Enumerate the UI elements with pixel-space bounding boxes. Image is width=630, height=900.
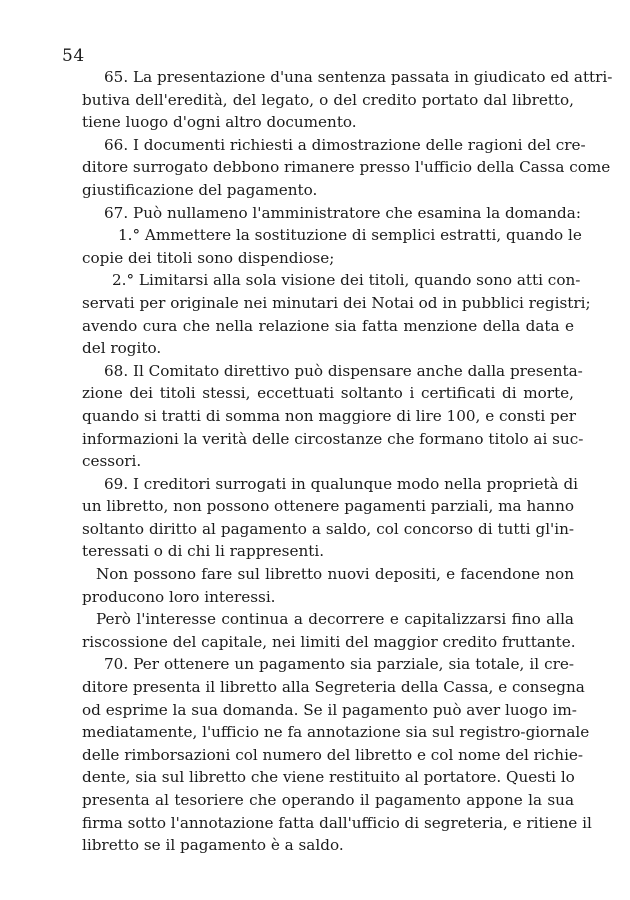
text-line: soltanto diritto al pagamento a saldo, col concorso di tutti gl'in-	[82, 519, 574, 538]
text-line: 68. Il Comitato direttivo può dispensare anche dalla presenta-	[104, 361, 583, 380]
text-line: giustificazione del pagamento.	[82, 180, 318, 199]
text-line: teressati o di chi li rappresenti.	[82, 542, 325, 561]
text-line: 2.° Limitarsi alla sola visione dei titoli, quando sono atti con-	[112, 271, 581, 290]
text-line: tiene luogo d'ogni altro documento.	[82, 113, 357, 132]
text-line: delle rimborsazioni col numero del libretto e col nome del richie-	[82, 745, 584, 764]
text-line: 67. Può nullameno l'amministratore che esamina la domanda:	[104, 203, 581, 222]
text-line: libretto se il pagamento è a saldo.	[82, 836, 344, 855]
text-line: butiva dell'eredità, del legato, o del credito portato dal libretto,	[82, 90, 574, 109]
text-line: firma sotto l'annotazione fatta dall'ufficio di segreteria, e ritiene il	[82, 813, 592, 832]
text-line: informazioni la verità delle circostanze che formano titolo ai suc-	[82, 429, 584, 448]
text-line: 65. La presentazione d'una sentenza passata in giudicato ed attri-	[104, 68, 613, 86]
text-line: zione dei titoli stessi, eccettuati soltanto i certificati di morte,	[82, 384, 574, 403]
text-line: 1.° Ammettere la sostituzione di semplici estratti, quando le	[118, 226, 582, 245]
text-line: Però l'interesse continua a decorrere e capitalizzarsi fino alla	[96, 610, 574, 629]
text-line: servati per originale nei minutari dei Notai od in pubblici registri;	[82, 293, 591, 312]
text-line: producono loro interessi.	[82, 587, 276, 606]
text-line: ditore surrogato debbono rimanere presso l'ufficio della Cassa come	[82, 158, 611, 177]
page-number: 54	[62, 46, 85, 66]
text-line: Non possono fare sul libretto nuovi depositi, e facendone non	[96, 565, 574, 584]
body-text	[82, 66, 613, 857]
text-line: 70. Per ottenere un pagamento sia parziale, sia totale, il cre-	[104, 655, 574, 674]
text-line: cessori.	[82, 452, 142, 471]
text-line: un libretto, non possono ottenere pagamenti parziali, ma hanno	[82, 497, 574, 516]
text-line: del rogito.	[82, 339, 162, 358]
text-line: od esprime la sua domanda. Se il pagamento può aver luogo im-	[82, 700, 577, 719]
text-line: 69. I creditori surrogati in qualunque modo nella proprietà di	[104, 474, 579, 493]
text-line: presenta al tesoriere che operando il pagamento appone la sua	[82, 791, 574, 809]
text-line: copie dei titoli sono dispendiose;	[82, 248, 335, 267]
text-line: ditore presenta il libretto alla Segreteria della Cassa, e consegna	[82, 678, 585, 697]
text-line: riscossione del capitale, nei limiti del maggior credito fruttante.	[82, 632, 576, 651]
text-line: quando si tratti di somma non maggiore di lire 100, e consti per	[82, 406, 577, 425]
text-line: dente, sia sul libretto che viene restituito al portatore. Questi lo	[82, 768, 575, 787]
text-line: 66. I documenti richiesti a dimostrazione delle ragioni del cre-	[104, 135, 586, 154]
text-line: avendo cura che nella relazione sia fatta menzione della data e	[82, 316, 574, 335]
text-line: mediatamente, l'ufficio ne fa annotazione sia sul registro-giornale	[82, 723, 590, 742]
